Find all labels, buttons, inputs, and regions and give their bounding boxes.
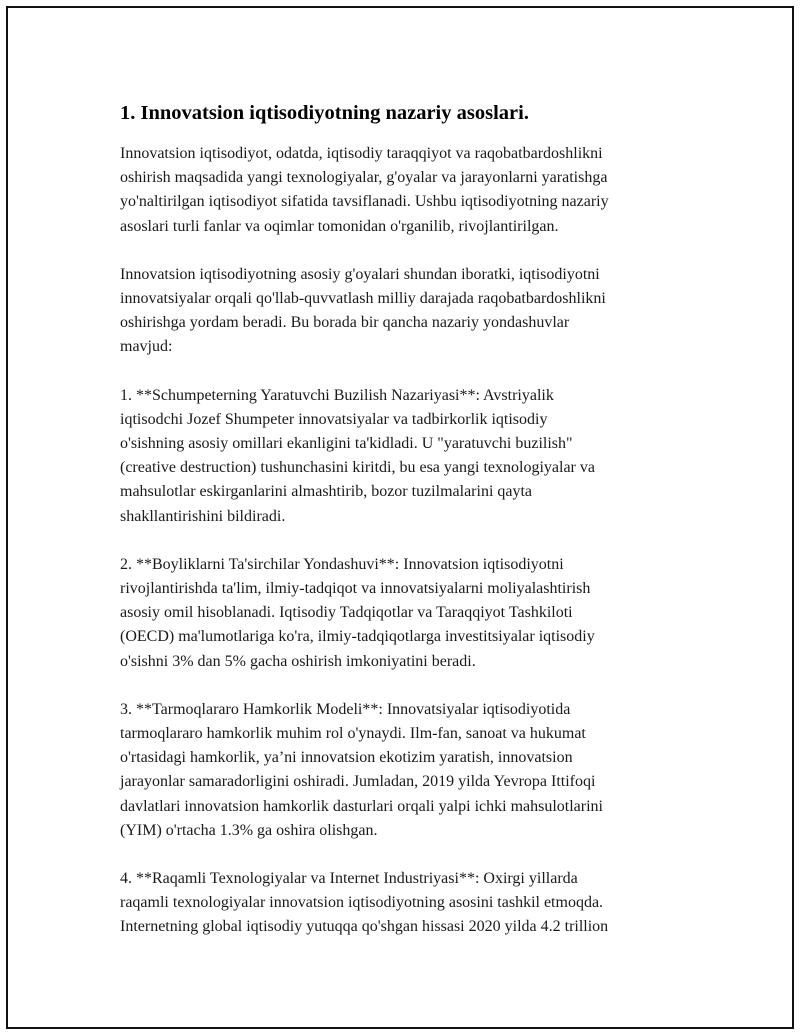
section-title: 1. Innovatsion iqtisodiyotning nazariy asoslari. xyxy=(120,102,529,124)
paragraph-main-ideas: Innovatsion iqtisodiyotning asosiy g'oyalari shundan iboratki, iqtisodiyotni innovatsiyalar orqali qo'llab-quvvatlash milliy darajada raqobatbardoshlikni oshirishga yordam beradi. Bu borada bir qancha nazariy yondashuvlar mavjud: xyxy=(120,265,606,356)
list-item-digital-technologies: 4. **Raqamli Texnologiyalar va Internet Industriyasi**: Oxirgi yillarda raqamli texnologiyalar innovatsion iqtisodiyotning asosini tashkil etmoqda. Internetning global iqtisodiy yutuqqa qo'shgan hissasi 2020 yilda 4.2 trillion xyxy=(120,870,609,936)
document-page xyxy=(6,6,794,1029)
list-item-intersector-cooperation: 3. **Tarmoqlararo Hamkorlik Modeli**: Innovatsiyalar iqtisodiyotida tarmoqlararo hamkorlik muhim rol o'ynaydi. Ilm-fan, sanoat va hukumat o'rtasidagi hamkorlik, ya’ni innovatsion ekotizim yaratish, innovatsion jarayonlar samaradorligini oshiradi. Jumladan, 2019 yilda Yevropa Ittifoqi davlatlari innovatsion hamkorlik dasturlari orqali yalpi ichki mahsulotlarini (YIM) o'rtacha 1.3% ga oshira olishgan. xyxy=(120,700,603,839)
list-item-schumpeter-theory: 1. **Schumpeterning Yaratuvchi Buzilish Nazariyasi**: Avstriyalik iqtisodchi Jozef Shumpeter innovatsiyalar va tadbirkorlik iqtisodiy o'sishning asosiy omillari ekanligini ta'kidladi. U "yaratuvchi buzilish" (creative destruction) tushunchasini kiritdi, bu esa yangi texnologiyalar va mahsulotlar eskirganlarini almashtirib, bozor tuzilmalarini qayta shakllantirishini bildiradi. xyxy=(120,386,595,525)
list-item-wealth-approach: 2. **Boyliklarni Ta'sirchilar Yondashuvi**: Innovatsion iqtisodiyotni rivojlantirishda ta'lim, ilmiy-tadqiqot va innovatsiyalarni moliyalashtirish asosiy omil hisoblanadi. Iqtisodiy Tadqiqotlar va Taraqqiyot Tashkiloti (OECD) ma'lumotlariga ko'ra, ilmiy-tadqiqotlarga investitsiyalar iqtisodiy o'sishni 3% dan 5% gacha oshirish imkoniyatini beradi. xyxy=(120,555,595,670)
document-body xyxy=(120,99,700,964)
paragraph-intro: Innovatsion iqtisodiyot, odatda, iqtisodiy taraqqiyot va raqobatbardoshlikni oshirish maqsadida yangi texnologiyalar, g'oyalar va jarayonlarni yaratishga yo'naltirilgan iqtisodiyot sifatida tavsiflanadi. Ushbu iqtisodiyotning nazariy asoslari turli fanlar va oqimlar tomonidan o'rganilib, rivojlantirilgan. xyxy=(120,145,609,235)
